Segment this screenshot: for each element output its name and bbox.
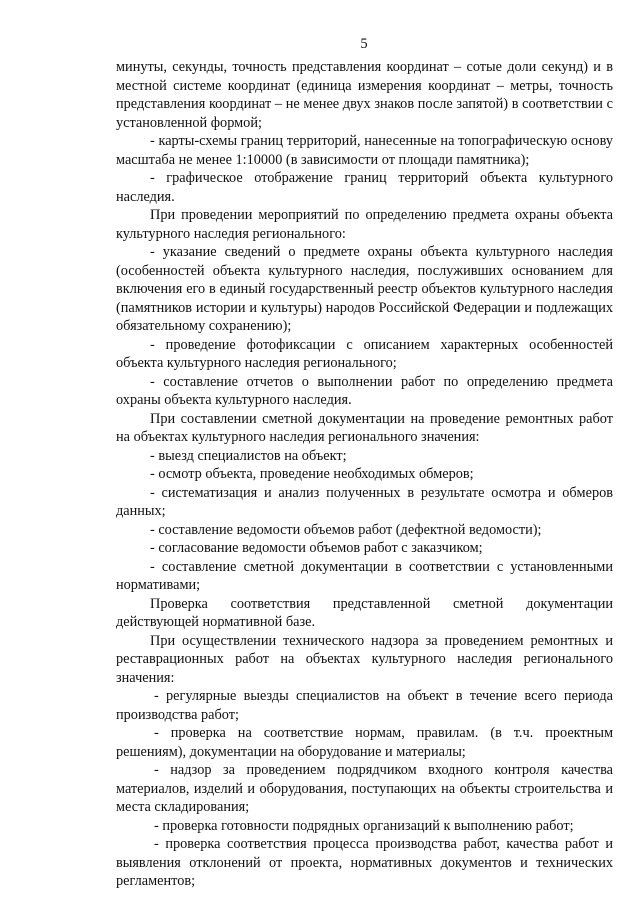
- list-item-process-compliance: - проверка соответствия процесса производства работ, качества работ и выявления отклонений от проекта, нормативных документов и технических регламентов;: [116, 836, 613, 889]
- list-item-regular-visits: - регулярные выезды специалистов на объект в течение всего периода производства работ;: [116, 688, 613, 723]
- section-heading-protection-subject: При проведении мероприятий по определению предмета охраны объекта культурного наследия регионального:: [116, 207, 613, 242]
- list-item-defect-statement: - составление ведомости объемов работ (дефектной ведомости);: [150, 521, 542, 538]
- paragraph-estimate-check: Проверка соответствия представленной сметной документации действующей нормативной базе.: [116, 595, 613, 630]
- list-item-photo-fixation: - проведение фотофиксации с описанием характерных особенностей объекта культурного наследия регионального;: [116, 336, 613, 371]
- list-item-site-visit: - выезд специалистов на объект;: [150, 447, 347, 464]
- list-item-map-schemes: - карты-схемы границ территорий, нанесенные на топографическую основу масштаба не менее 1:10000 (в зависимости от площади памятника);: [116, 133, 613, 168]
- list-item-readiness-check: - проверка готовности подрядных организаций к выполнению работ;: [154, 817, 574, 834]
- list-item-estimate-compilation: - составление сметной документации в соответствии с установленными нормативами;: [116, 558, 613, 593]
- list-item-input-control: - надзор за проведением подрядчиком входного контроля качества материалов, изделий и оборудования, поступающих на объекты строительства и места складирования;: [116, 762, 613, 815]
- list-item-protection-info: - указание сведений о предмете охраны объекта культурного наследия (особенностей объекта культурного наследия, послуживших основанием для включения его в единый государственный реестр объектов культурного наследия (памятников истории и культуры) народов Российской Федерации и подлежащих обязательному сохранению);: [116, 244, 613, 334]
- paragraph-continuation: минуты, секунды, точность представления координат – сотые доли секунд) и в местной системе координат (единица измерения координат – метры, точность представления координат – не менее двух знаков после запятой) в соответствии с установленной формой;: [116, 59, 613, 131]
- list-item-analysis: - систематизация и анализ полученных в результате осмотра и обмеров данных;: [116, 484, 613, 519]
- section-heading-estimate-docs: При составлении сметной документации на проведение ремонтных работ на объектах культурного наследия регионального значения:: [116, 410, 613, 445]
- list-item-reports: - составление отчетов о выполнении работ по определению предмета охраны объекта культурного наследия.: [116, 373, 613, 408]
- page-number: 5: [360, 36, 368, 52]
- list-item-norms-check: - проверка на соответствие нормам, правилам. (в т.ч. проектным решениям), документации на оборудование и материалы;: [116, 725, 613, 760]
- document-body: [116, 58, 613, 891]
- list-item-approval: - согласование ведомости объемов работ с заказчиком;: [150, 540, 483, 556]
- list-item-graphic-display: - графическое отображение границ территорий объекта культурного наследия.: [116, 170, 613, 205]
- list-item-inspection: - осмотр объекта, проведение необходимых обмеров;: [150, 466, 474, 482]
- section-heading-technical-supervision: При осуществлении технического надзора за проведением ремонтных и реставрационных работ на объектах культурного наследия регионального значения:: [116, 632, 613, 686]
